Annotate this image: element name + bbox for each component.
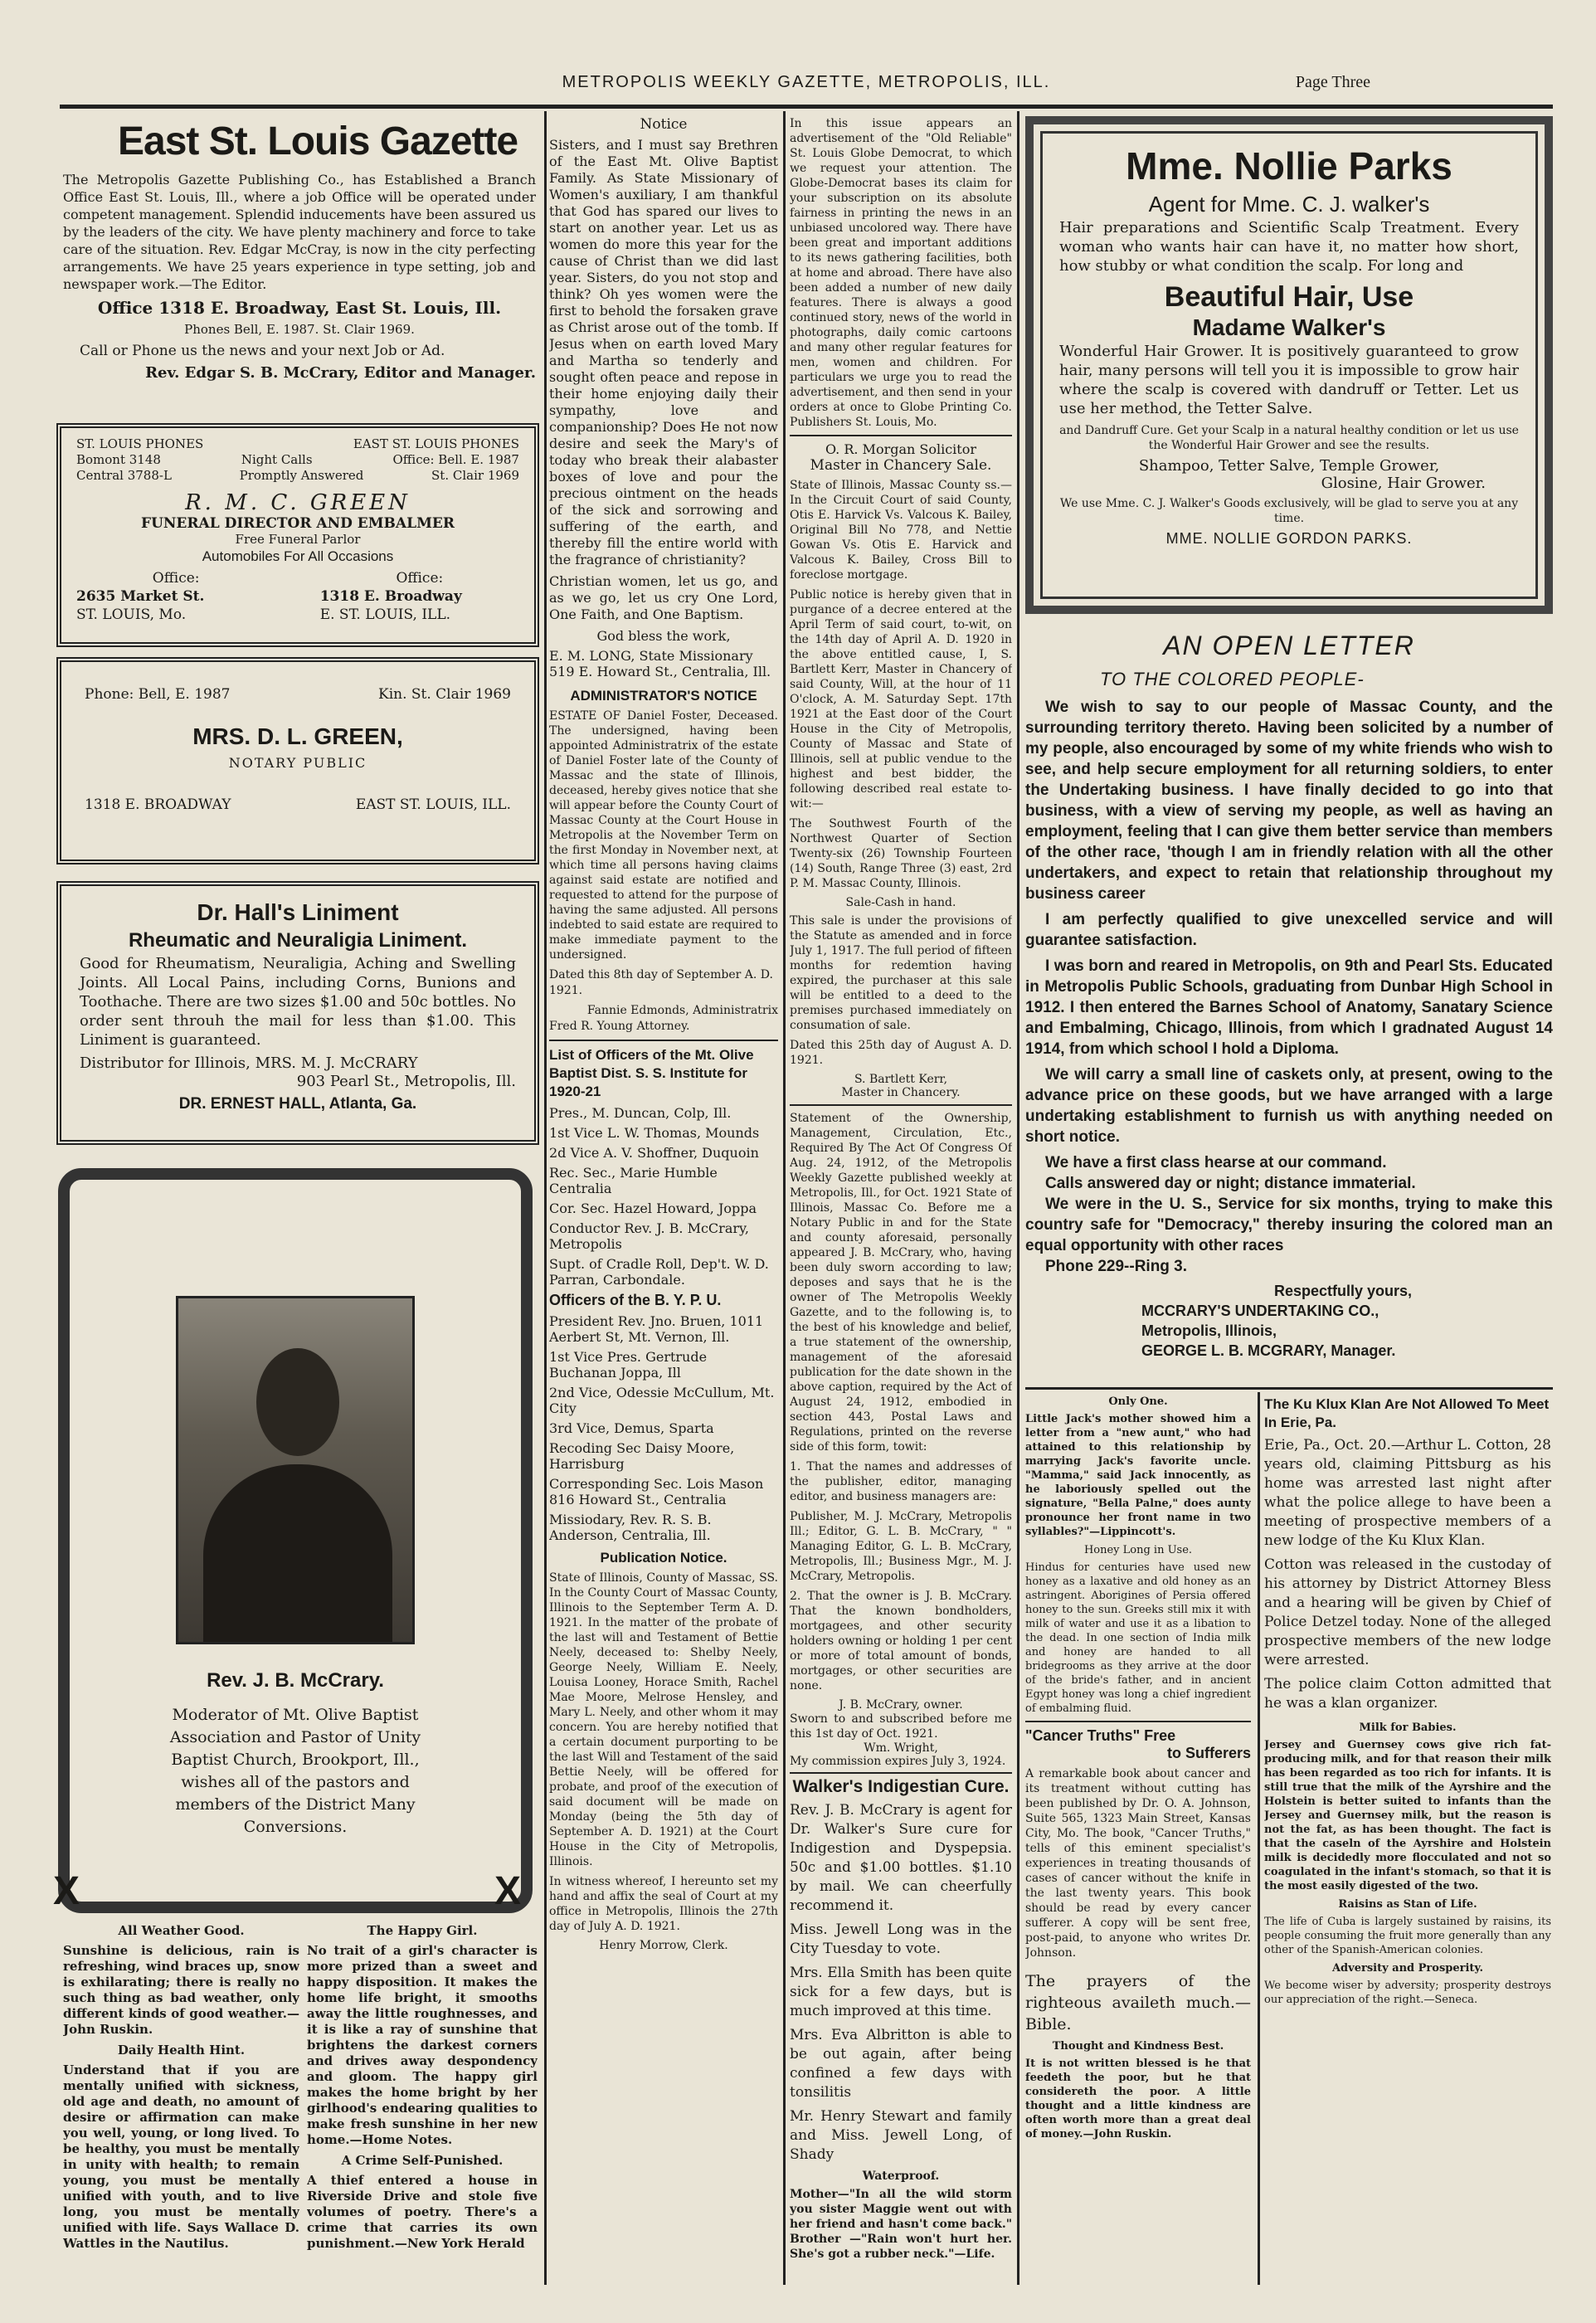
notice-p2: Christian women, let us go, and as we go, let us cry One Lord, One Faith, and One Baptism. xyxy=(549,573,778,622)
waterproof-title: Waterproof. xyxy=(862,2170,940,2183)
page-number: Page Three xyxy=(1295,73,1370,91)
bomont-phone: Bomont 3148 xyxy=(76,452,161,467)
thought-body: It is not written blessed is he that feedeth the poor, but he that considereth the poor. A little thought and a little kindness are often worth more than a great deal of money.—John Ruskin. xyxy=(1025,2058,1251,2140)
walker-body: Rev. J. B. McCrary is agent for Dr. Walker's Sure cure for Indigestion and Dyspepsia. 50c and $1.00 bottles. $1.10 by mail. We can cheerfully recommend it. xyxy=(790,1802,1012,1914)
raisins-title: Raisins as Stan of Life. xyxy=(1338,1898,1477,1911)
parks-signature: MME. NOLLIE GORDON PARKS. xyxy=(1165,530,1413,547)
letter-sig3: Metropolis, Illinois, xyxy=(1141,1322,1277,1339)
memorial-body: Moderator of Mt. Olive Baptist Association and Pastor of Unity Baptist Church, Brookport, Ill., wishes all of the pastors and members of the District Many Conversions. xyxy=(169,1706,421,1836)
parks-usage: We use Mme. C. J. Walker's Goods exclusively, will be glad to serve you at any time. xyxy=(1059,497,1519,525)
health-title: Daily Health Hint. xyxy=(117,2043,246,2058)
master-sig2: Master in Chancery. xyxy=(841,1086,961,1099)
office-bell: Office: Bell. E. 1987 xyxy=(392,452,519,467)
notary-kin: Kin. St. Clair 1969 xyxy=(378,686,511,703)
klan-body: Erie, Pa., Oct. 20.—Arthur L. Cotton, 28 years old, claiming Pittsburg as his home was arrested last night after what the police allege to have been a meeting of prospective members of a new lodge of the Ku Klux Klan. xyxy=(1264,1437,1551,1549)
honey-title: Honey Long in Use. xyxy=(1083,1544,1193,1556)
letter-p2: I am perfectly qualified to give unexcelled service and will guarantee satisfaction. xyxy=(1025,911,1553,949)
eslg-office: Office 1318 E. Broadway, East St. Louis, Ill. xyxy=(97,298,502,318)
bypu-item: 2nd Vice, Odessie McCullum, Mt. City xyxy=(549,1385,775,1416)
officer-item: Conductor Rev. J. B. McCrary, Metropolis xyxy=(549,1220,750,1252)
raisins-body: The life of Cuba is largely sustained by raisins, its people consuming the fruit more generally than any other of the Spanish-American colonies. xyxy=(1264,1916,1551,1956)
portrait-head xyxy=(256,1348,339,1456)
corner-x-right: X xyxy=(494,1869,522,1913)
milk-body: Jersey and Guernsey cows give rich fat-producing milk, and for that reason their milk has been regarded as too rich for infants. It is still true that the milk of the Ayrshire and the Holstein is better suited to infants than the Jersey and Guernsey milk, but the reason is not the fat, as has been thought. The fact is that the caseln of the Ayrshire and Holstein milk is decidedly more flocculated and not so coagulated in the infant's stomach, so that it is the most easily digested of the two. xyxy=(1264,1739,1551,1892)
green-title: FUNERAL DIRECTOR AND EMBALMER xyxy=(141,515,455,532)
publication-sig: Henry Morrow, Clerk. xyxy=(599,1939,728,1952)
divider-statement xyxy=(790,1104,1012,1106)
hall-distributor: Distributor for Illinois, MRS. M. J. McCRARY xyxy=(80,1054,418,1072)
letter-sig2: MCCRARY'S UNDERTAKING CO., xyxy=(1141,1303,1379,1319)
green-autos: Automobiles For All Occasions xyxy=(202,548,394,564)
filler-right xyxy=(307,1923,538,2280)
statement-2: 2. That the owner is J. B. McCrary. That the known bondholders, mortgagees, and other security holders owning or holding 1 per cent or more of total amount of bonds, mortgages, or other securities are none. xyxy=(790,1590,1012,1692)
weather-title: All Weather Good. xyxy=(118,1923,245,1938)
east-st-louis-gazette-notice xyxy=(63,113,536,412)
master-p3: The Southwest Fourth of the Northwest Quarter of Section Twenty-six (26) Township Fourteen (14) South, Range Three (3) east, 2rd P. M. Massac County, Illinois. xyxy=(790,817,1012,890)
globe-body: In this issue appears an advertisement of the "Old Reliable" St. Louis Globe Democrat, to which we request your attention. The Globe-Democrat bases its claim for your subscription on its absolute fairness in printing the news in an unbiased uncolored way. There have been great and important additions to its news gathering facilities, both at home and abroad. There have also been added a number of new daily features. There is always a good continued story, news of the world in photographs, daily comic cartoons and many other regular features for men, women and children. For particulars we urge you to read the advertisement, and then send in your orders at once to Globe Printing Co. Publishers St. Louis, Mo. xyxy=(790,117,1012,429)
notice-body: Sisters, and I must say Brethren of the East Mt. Olive Baptist Family. As State Missionary of Women's auxiliary, I am thankful that God has spared our lives to start on another year. Let us as women do more this year for the cause of Christ than we did last year. Sisters, do you not stop and think? Oh yes women were the first to behold the forsaken grave as Christ arose out of the tomb. If Jesus when on earth loved Mary and Martha so tenderly and sought often peace and repose in their home enjoying daily their sympathy, love and companionship? Does He not now desire and seek the Mary's of today who break their alabaster boxes of love and pour the precious ointment on the heads of the sick and sorrowing and suffering of the earth, and thereby fill the entire world with the fragrance of christianity? xyxy=(549,137,778,567)
statement-sworn: Sworn to and subscribed before me this 1st day of Oct. 1921. xyxy=(790,1712,1012,1741)
masthead-rule xyxy=(60,105,1553,109)
eslg-phones: Phones Bell, E. 1987. St. Clair 1969. xyxy=(184,322,415,337)
portrait-shoulders xyxy=(203,1464,392,1644)
admin-sig2: Fred R. Young Attorney. xyxy=(549,1020,690,1033)
nollie-parks-ad xyxy=(1025,116,1553,614)
notary-role: NOTARY PUBLIC xyxy=(228,755,367,771)
bypu-item: President Rev. Jno. Bruen, 1011 Aerbert St, Mt. Vernon, Ill. xyxy=(549,1313,764,1345)
letter-p4: We will carry a small line of caskets only, at present, owing to the advance price on these goods, but we have arranged with a large undertaking establishment to furnish us with anything needed on short notice. xyxy=(1025,1066,1553,1146)
admin-body: ESTATE OF Daniel Foster, Deceased. The undersigned, having been appointed Administratrix of the estate of Daniel Foster late of the County of Massac and the state of Illinois, deceased, hereby gives notice that she will appear before the County Court of Massac County at the Court House in Metropolis at the November Term on the first Monday in November next, at which time all persons having claims against said estate are notified and requested to attend for the purpose of having the same adjusted. All persons indebted to said estate are required to make immediate payment to the undersigned. xyxy=(549,709,778,962)
dr-halls-liniment-ad xyxy=(56,881,539,1145)
memorial-portrait-frame xyxy=(58,1168,533,1913)
green-office-right xyxy=(320,569,519,624)
local-1: Miss. Jewell Long was in the City Tuesday to vote. xyxy=(790,1921,1012,1957)
column-2 xyxy=(549,116,778,2283)
cancer-title: "Cancer Truths" Free xyxy=(1025,1727,1176,1744)
green-funeral-director-ad xyxy=(56,423,539,647)
klan-p3: The police claim Cotton admitted that he was a klan organizer. xyxy=(1264,1676,1551,1712)
office-left-label: Office: xyxy=(152,570,200,587)
statement-pub: Publisher, M. J. McCrary, Metropolis Ill.; Editor, G. L. B. McCrary, " " Managing Editor, G. L. B. McCrary, Metropolis, Ill.; Business Mgr., M. J. McCrary, Metropolis. xyxy=(790,1510,1012,1583)
statement-exp: My commission expires July 3, 1924. xyxy=(790,1755,1006,1768)
notice-sig2: 519 E. Howard St., Centralia, Ill. xyxy=(549,664,771,679)
masthead-title: METROPOLIS WEEKLY GAZETTE, METROPOLIS, ILL. xyxy=(562,73,1051,91)
morgan-title: O. R. Morgan Solicitor xyxy=(825,441,977,457)
hall-title: Dr. Hall's Liniment xyxy=(197,899,399,925)
promptly-answered: Promptly Answered xyxy=(239,468,364,483)
column-3 xyxy=(790,116,1012,2283)
notary-city: EAST ST. LOUIS, ILL. xyxy=(355,796,511,813)
letter-sig1: Respectfully yours, xyxy=(1274,1283,1413,1299)
bypu-item: 3rd Vice, Demus, Sparta xyxy=(549,1420,714,1436)
adversity-body: We become wiser by adversity; prosperity destroys our appreciation of the right.—Seneca. xyxy=(1264,1980,1551,2006)
master-dated: Dated this 25th day of August A. D. 1921. xyxy=(790,1039,1012,1067)
morgan-sub: Master in Chancery Sale. xyxy=(810,457,992,474)
admin-sig1: Fannie Edmonds, Administratrix xyxy=(586,1004,778,1017)
happy-girl-body: No trait of a girl's character is more prized than a sweet and happy disposition. It makes the home life bright, it smooths away the little roughnesses, and it is like a ray of sunshine that brightens the darkest corners and drives away despondency and gloom. The happy girl makes the home bright by her girlhood's endearing qualities to make fresh sunshine in her new home.—Home Notes. xyxy=(307,1943,538,2147)
column-rule-2 xyxy=(783,111,786,2285)
letter-p6: Calls answered day or night; distance immaterial. xyxy=(1045,1175,1416,1192)
phones-row-2 xyxy=(76,468,519,484)
master-p2: Public notice is hereby given that in purgance of a decree entered at the April Term of said court, to-wit, on the 14th day of April A. D. 1920 in the above entitled cause, I, S. Bartlett Kerr, Master in Chancery of said County, Will, at the hour of 11 O'clock, A. M. Saturday Sept. 17th 1921 at the East door of the Court House in the City of Metropolis, County of Massac and State of Illinois, sell at public vendue to the highest and best bidder, the following described real estate to-wit:— xyxy=(790,588,1012,811)
statement-sig: J. B. McCrary, owner. xyxy=(839,1698,963,1712)
parks-agent: Agent for Mme. C. J. walker's xyxy=(1148,192,1430,217)
masthead xyxy=(60,73,1553,103)
happy-girl-title: The Happy Girl. xyxy=(367,1923,478,1938)
thought-title: Thought and Kindness Best. xyxy=(1052,2040,1224,2053)
statement-1: 1. That the names and addresses of the publisher, editor, managing editor, and business managers are: xyxy=(790,1460,1012,1503)
letter-to: TO THE COLORED PEOPLE- xyxy=(1100,669,1365,689)
notice-bless: God bless the work, xyxy=(596,628,731,644)
milk-title: Milk for Babies. xyxy=(1359,1722,1457,1734)
parks-body2: Wonderful Hair Grower. It is positively guaranteed to grow hair, many persons will tell you it is impossible to grow hair where the scalp is covered with dandruff or Tetter. Let us use her method, the Tetter Salve. xyxy=(1059,343,1519,417)
publication-title: Publication Notice. xyxy=(600,1550,727,1566)
parks-beautiful: Beautiful Hair, Use xyxy=(1164,281,1414,313)
local-4: Mr. Henry Stewart and family and Miss. Jewell Long, of Shady xyxy=(790,2108,1012,2163)
office-right-label: Office: xyxy=(396,570,444,587)
office-left-addr1: 2635 Market St. xyxy=(76,588,205,605)
officer-item: Pres., M. Duncan, Colp, Ill. xyxy=(549,1105,732,1121)
admin-title: ADMINISTRATOR'S NOTICE xyxy=(570,688,757,704)
mrs-green-notary-ad xyxy=(56,657,539,864)
master-sig1: S. Bartlett Kerr, xyxy=(854,1073,948,1086)
statement-wm: Wm. Wright, xyxy=(864,1741,938,1755)
waterproof-body: Mother—"In all the wild storm you sister Maggie went out with her friend and hasn't come back." Brother —"Rain won't hurt her. She's got a rubber neck."—Life. xyxy=(790,2188,1012,2261)
hall-subtitle: Rheumatic and Neuraligia Liniment. xyxy=(128,929,468,952)
letter-p3: I was born and reared in Metropolis, on 9th and Pearl Sts. Educated in Metropolis Public Schools, graduating from Dunbar High School in 1912. I then entered the Barnes School of Anatomy, Sanatary Science and Embalming, Chicago, Illinois, from which I gradnated August 14 1914, from which school I hold a Diploma. xyxy=(1025,957,1553,1058)
notice-title: Notice xyxy=(640,116,688,133)
only-one-title: Only One. xyxy=(1108,1395,1168,1408)
letter-p7: We were in the U. S., Service for six months, trying to make this country safe for "Democracy," thereby insuring the colored man an equal opportunity with other races xyxy=(1025,1196,1553,1254)
col4-divider xyxy=(1025,1387,1553,1390)
divider-morgan xyxy=(790,435,1012,436)
column-rule-3 xyxy=(1017,111,1019,2285)
central-phone: Central 3788-L xyxy=(76,468,172,483)
notary-address-row xyxy=(85,796,511,814)
local-3: Mrs. Eva Albritton is able to be out again, after being confined a few days with tonsilitis xyxy=(790,2027,1012,2101)
office-right-addr2: E. ST. LOUIS, ILL. xyxy=(319,606,451,623)
master-p4: Sale-Cash in hand. xyxy=(845,896,956,909)
cancer-title-2: to Sufferers xyxy=(1166,1745,1251,1761)
master-p5: This sale is under the provisions of the Statute as amended and in force July 1, 1917. The full period of fifteen months for redemtion having expired, the purchaser at this sale will be entitled to a deed to the premises purchased immediately on consumation of sale. xyxy=(790,914,1012,1032)
green-parlor: Free Funeral Parlor xyxy=(235,532,361,547)
parks-ad-inner xyxy=(1040,131,1538,599)
notary-phone: Phone: Bell, E. 1987 xyxy=(85,686,231,703)
klan-p2: Cotton was released in the custoday of his attorney by District Attorney Bless and a hearing will be given by Chief of Police Detzel today. None of the alleged prospective members of the new lodge were arrested. xyxy=(1264,1556,1551,1668)
admin-dated: Dated this 8th day of September A. D. 1921. xyxy=(549,968,773,997)
notice-sig1: E. M. LONG, State Missionary xyxy=(549,648,753,664)
officer-item: Cor. Sec. Hazel Howard, Joppa xyxy=(549,1200,757,1216)
master-body: State of Illinois, Massac County ss.— In the Circuit Court of said County, Otis E. Harvick Vs. Valcous K. Bailey, Original Bill No 778, and Nettie Gowan Vs. Otis E. Harvick and Valcous K. Bailey, Cross Bill to foreclose mortgage. xyxy=(790,479,1012,582)
memorial-name: Rev. J. B. McCrary. xyxy=(207,1669,384,1692)
notary-phones xyxy=(85,685,511,704)
letter-p1: We wish to say to our people of Massac County, and the surrounding territory thereto. Having been solicited by a number of my people, also encouraged by some of my white friends who wish to see, and help secure employment for all returning soldiers, to enter the Undertaking business. I have finally decided to go into that business, with a view of serving my people, as well as having an employment, feeling that I can give them better service than members of the other race, 'though I am in friendly relation with all the other undertakers, and expect to retain that relationship throughout my business career xyxy=(1025,699,1553,903)
crime-body: A thief entered a house in Riverside Drive and stole five volumes of poetry. There's a crime that carries its own punishment.—New York Herald xyxy=(307,2173,538,2251)
bypu-item: Recoding Sec Daisy Moore, Harrisburg xyxy=(549,1440,735,1472)
bypu-item: Corresponding Sec. Lois Mason 816 Howard St., Centralia xyxy=(549,1476,764,1507)
office-left-addr2: ST. LOUIS, Mo. xyxy=(76,606,187,623)
prayer: The prayers of the righteous availeth much.—Bible. xyxy=(1025,1972,1251,2033)
crime-title: A Crime Self-Punished. xyxy=(341,2153,504,2168)
phones-header-row xyxy=(76,436,519,452)
cancer-body: A remarkable book about cancer and its treatment without cutting has been published by Dr. O. A. Johnson, Suite 565, 1323 Main Street, Kansas City, Mo. The book, "Cancer Truths," tells of this eminent specialist's experiences in treating thousands of cases of cancer without the knife in the last twenty years. This book should be read by every cancer sufferer. A copy will be sent free, post-paid, to anyone who writes Dr. Johnson. xyxy=(1025,1767,1251,1960)
hall-doctor: DR. ERNEST HALL, Atlanta, Ga. xyxy=(178,1095,417,1113)
filler-left xyxy=(63,1923,299,2280)
letter-sig4: GEORGE L. B. MCGRARY, Manager. xyxy=(1141,1342,1396,1359)
divider-walker xyxy=(790,1772,1012,1774)
publication-witness: In witness whereof, I hereunto set my hand and affix the seal of Court at my office in Metropolis, Illinois the 27th day of July A. D. 1921. xyxy=(549,1875,778,1933)
officers-title: List of Officers of the Mt. Olive Baptist Dist. S. S. Institute for 1920-21 xyxy=(549,1047,754,1099)
notary-name: MRS. D. L. GREEN, xyxy=(192,723,403,749)
klan-title: The Ku Klux Klan Are Not Allowed To Meet In Erie, Pa. xyxy=(1264,1396,1550,1430)
open-letter xyxy=(1025,627,1553,1376)
bypu-title: Officers of the B. Y. P. U. xyxy=(549,1292,722,1308)
officer-item: Rec. Sec., Marie Humble Centralia xyxy=(549,1165,718,1196)
honey-body: Hindus for centuries have used new honey as a laxative and old honey as an astringent. Aborigines of Persia offered honey to the sun. Greeks still mix it with milk of water and use it as a libation to the dead. In one section of India milk and honey are handed to all bridegrooms as they arrive at the door of the bride's father, and in ancient Egypt honey was long a chief ingredient of embalming fluid. xyxy=(1025,1561,1251,1715)
corner-x-left: X xyxy=(53,1869,80,1913)
green-name: R. M. C. GREEN xyxy=(185,490,411,515)
eslg-body: The Metropolis Gazette Publishing Co., has Established a Branch Office East St. Louis, Ill., where a job Office will be operated under competent management. Splendid inducements have been assured us by the leaders of the city. We have plenty machinery and force to take care of the situation. Rev. Edgar McCray, is now in the city perfecting arrangements. We have 25 years experience in type setting, job and newspaper work.—The Editor. xyxy=(63,172,536,292)
night-calls: Night Calls xyxy=(241,452,313,467)
letter-p5: We have a first class hearse at our command. xyxy=(1045,1154,1387,1171)
eslg-call: Call or Phone us the news and your next Job or Ad. xyxy=(80,343,445,359)
col4-right-items xyxy=(1264,1395,1551,2283)
walker-title: Walker's Indigestian Cure. xyxy=(792,1777,1010,1796)
stl-phones: ST. LOUIS PHONES xyxy=(76,436,204,451)
health-body: Understand that if you are mentally unified with sickness, old age and death, no amount of desire or affirmation can make you well, young, or long lived. To be healthy, you must be mentally in unity with health; to remain young, you must be mentally unified with youth, and to live long, you must be mentally unified with life. Says Wallace D. Wattles in the Nautilus. xyxy=(63,2062,299,2251)
divider-cancer xyxy=(1025,1721,1251,1722)
parks-title: Mme. Nollie Parks xyxy=(1126,144,1452,187)
publication-body: State of Illinois, County of Massac, SS. In the County Court of Massac County, Illinois to the September Term A. D. 1921. In the matter of the probate of the last will and Testament of Bettie Neely, deceased to: Shelby Neely, George Neely, William E. Neely, Louisa Looney, Horace Smith, Rachel Mae Moore, Melrose Hensley, and Mary L. Neely, and other whom it may concern. You are hereby notified that a certain document purporting to be the last Will and Testament of the said Bettie Neely, will be offered for probate, and proof of the execution of said document will be made on Monday (being the 5th day of September A. D. 1921) at the Court House in the City of Metropolis, Illinois. xyxy=(549,1571,778,1868)
divider-officers xyxy=(549,1040,778,1041)
only-one-body: Little Jack's mother showed him a letter from a "new aunt," who had attained to this relationship by marrying Jack's favorite uncle. "Mamma," said Jack innocently, as he laboriously spelled out the signature, "Bella Palne," does aunty pronounce her front name in two syllables?"—Lippincott's. xyxy=(1025,1413,1251,1538)
esl-phones: EAST ST. LOUIS PHONES xyxy=(353,436,519,451)
green-office-left xyxy=(76,569,275,624)
parks-products2: Glosine, Hair Grower. xyxy=(1321,475,1486,492)
adversity-title: Adversity and Prosperity. xyxy=(1331,1962,1484,1975)
green-offices xyxy=(76,569,519,624)
portrait-photo xyxy=(176,1296,415,1644)
office-right-addr1: 1318 E. Broadway xyxy=(319,588,462,605)
eslg-title: East St. Louis Gazette xyxy=(118,119,518,163)
weather-body: Sunshine is delicious, rain is refreshing, wind braces up, snow is exhilarating; there is really no such thing as bad weather, only different kinds of good weather.—John Ruskin. xyxy=(63,1943,299,2037)
bypu-list xyxy=(549,1313,778,1543)
col4-left-items xyxy=(1025,1395,1251,2283)
statement-body: Statement of the Ownership, Management, Circulation, Etc., Required By The Act Of Congress Of Aug. 24, 1912, of the Metropolis Weekly Gazette published weekly at Metropolis, Ill., for Oct. 1921 State of Illinois, Massac Co. Before me a Notary Public in and for the State and county aforesaid, personally appeared J. B. McCrary, who, having been duly sworn according to law; deposes and says that he is the owner of The Metropolis Weekly Gazette, and to the following is, to the best of his knowledge and belief, a true statement of the ownership, management of the aforesaid publication for the date shown in the above caption, required by the Act of August 24, 1912, embodied in section 443, Postal Laws and Regulations, printed on the reverse side of this form, towit: xyxy=(790,1112,1012,1454)
hall-addr: 903 Pearl St., Metropolis, Ill. xyxy=(296,1073,516,1090)
bypu-item: 1st Vice Pres. Gertrude Buchanan Joppa, Ill xyxy=(549,1349,708,1381)
notary-addr: 1318 E. BROADWAY xyxy=(85,796,231,813)
st-clair-phone: St. Clair 1969 xyxy=(431,468,519,483)
column-rule-1 xyxy=(544,111,547,2285)
hall-body: Good for Rheumatism, Neuraligia, Aching and Swelling Joints. All Local Pains, including Corns, Bunions and Toothache. There are two sizes $1.00 and 50c bottles. No order sent throuh the mail for less than $1.00. This Liniment is guaranteed. xyxy=(80,955,516,1049)
letter-title: AN OPEN LETTER xyxy=(1163,631,1415,660)
parks-body1: Hair preparations and Scientific Scalp Treatment. Every woman who wants hair can have it, no matter how short, how stubby or what condition the scalp. For long and xyxy=(1059,219,1519,275)
parks-body3: and Dandruff Cure. Get your Scalp in a natural healthy condition or let us use the Wonderful Hair Grower and see the results. xyxy=(1059,424,1519,452)
bypu-item: Missiodary, Rev. R. S. B. Anderson, Centralia, Ill. xyxy=(549,1512,712,1543)
eslg-editor: Rev. Edgar S. B. McCrary, Editor and Manager. xyxy=(145,364,536,382)
officer-item: Supt. of Cradle Roll, Dep't. W. D. Parran, Carbondale. xyxy=(549,1256,769,1288)
officer-item: 1st Vice L. W. Thomas, Mounds xyxy=(549,1125,760,1141)
letter-phone: Phone 229--Ring 3. xyxy=(1045,1258,1188,1275)
parks-madame: Madame Walker's xyxy=(1192,314,1386,340)
parks-products1: Shampoo, Tetter Salve, Temple Grower, xyxy=(1138,457,1440,475)
officers-list xyxy=(549,1105,778,1288)
officer-item: 2d Vice A. V. Shoffner, Duquoin xyxy=(549,1145,759,1161)
phones-row-1 xyxy=(76,452,519,468)
local-2: Mrs. Ella Smith has been quite sick for a few days, but is much improved at this time. xyxy=(790,1965,1012,2019)
col4-split-rule xyxy=(1258,1392,1260,2285)
